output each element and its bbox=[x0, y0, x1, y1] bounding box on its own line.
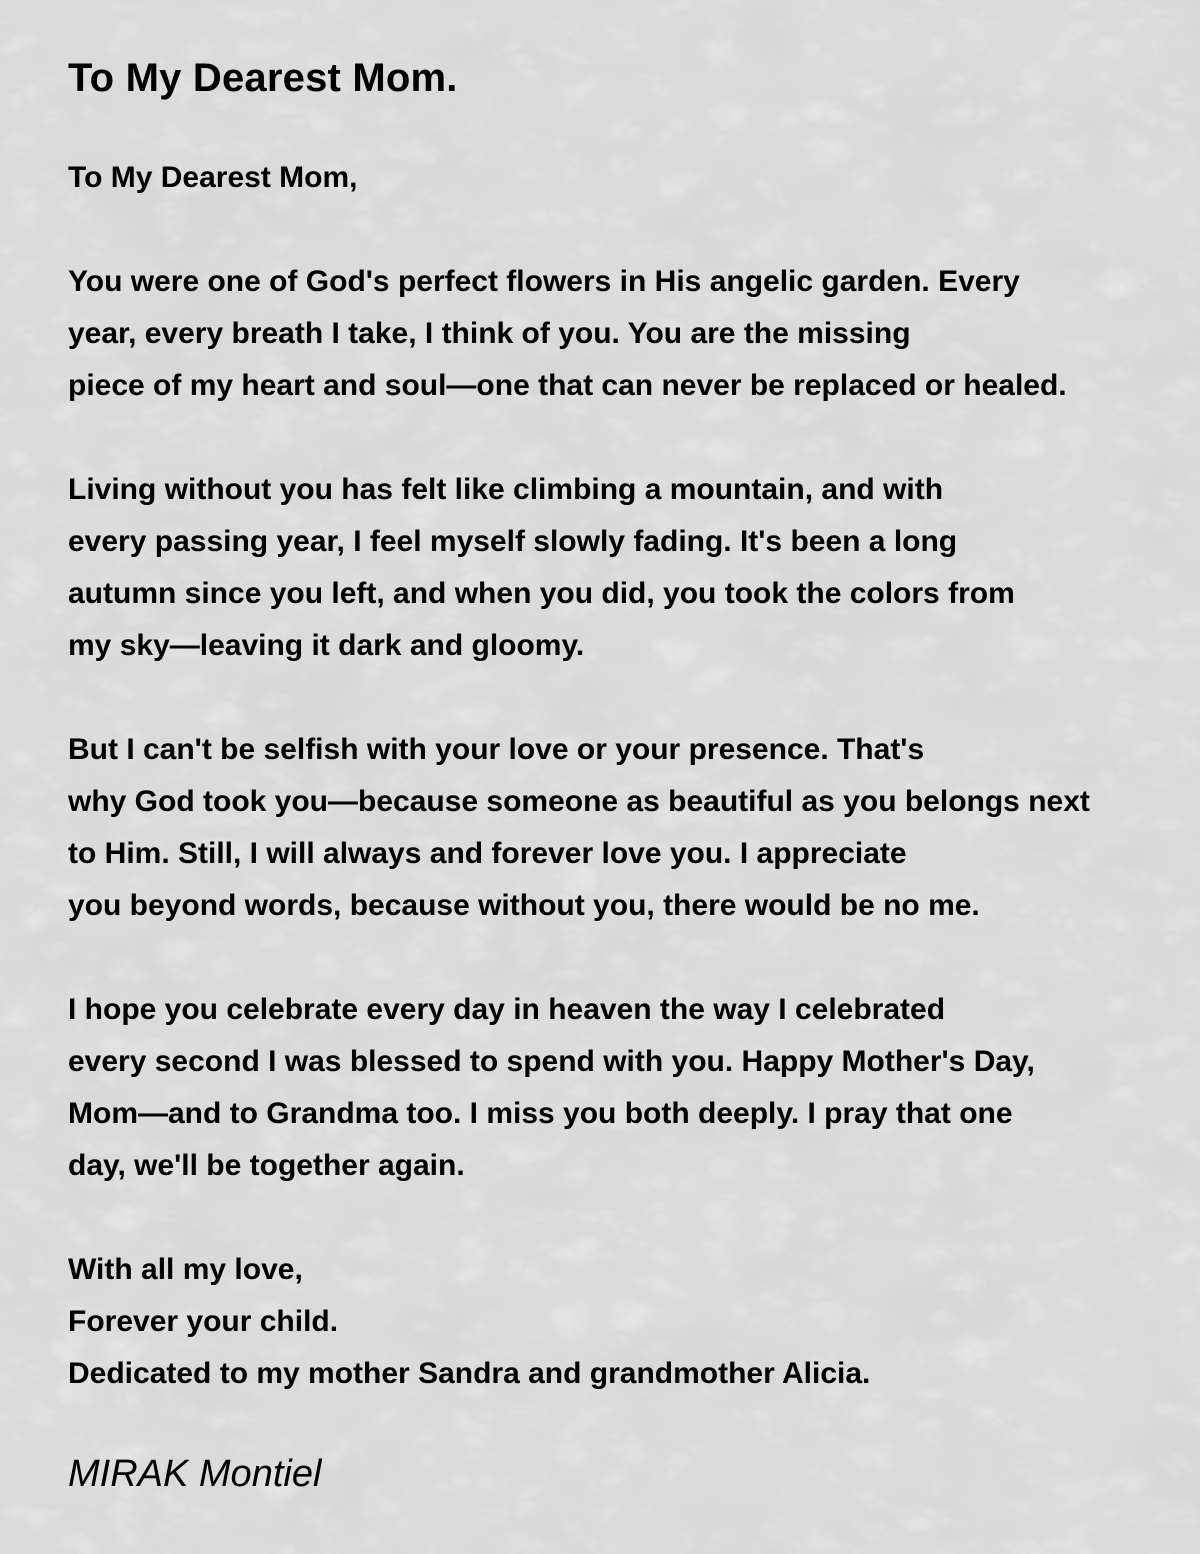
stanza-break bbox=[68, 932, 1188, 984]
poem-line: piece of my heart and soul—one that can never be replaced or healed. bbox=[68, 369, 1067, 402]
poem-line: day, we'll be together again. bbox=[68, 1149, 465, 1182]
poem-line: to Him. Still, I will always and forever love you. I appreciate bbox=[68, 837, 907, 870]
poem-line: Dedicated to my mother Sandra and grandmother Alicia. bbox=[68, 1357, 871, 1390]
poem-line: I hope you celebrate every day in heaven the way I celebrated bbox=[68, 993, 946, 1026]
poem-line: You were one of God's perfect flowers in His angelic garden. Every bbox=[68, 265, 1020, 298]
stanza-break bbox=[68, 672, 1188, 724]
poem-line: autumn since you left, and when you did, you took the colors from bbox=[68, 577, 1015, 610]
poem-title: To My Dearest Mom. bbox=[68, 56, 458, 100]
poem-line: my sky—leaving it dark and gloomy. bbox=[68, 629, 585, 662]
poem-line: you beyond words, because without you, there would be no me. bbox=[68, 889, 980, 922]
stanza-break bbox=[68, 412, 1188, 464]
poem-body bbox=[68, 152, 1188, 1400]
poem-line: But I can't be selfish with your love or your presence. That's bbox=[68, 733, 925, 766]
stanza-break bbox=[68, 1192, 1188, 1244]
author-name: MIRAK Montiel bbox=[68, 1453, 322, 1495]
stanza-break bbox=[68, 204, 1188, 256]
poem-line: every passing year, I feel myself slowly fading. It's been a long bbox=[68, 525, 958, 558]
poem-line: Living without you has felt like climbing a mountain, and with bbox=[68, 473, 944, 506]
poem-container bbox=[68, 50, 1188, 1400]
poem-line: With all my love, bbox=[68, 1253, 303, 1286]
poem-line: why God took you—because someone as beautiful as you belongs next bbox=[68, 785, 1090, 818]
poem-line: To My Dearest Mom, bbox=[68, 161, 358, 194]
poem-line: every second I was blessed to spend with you. Happy Mother's Day, bbox=[68, 1045, 1035, 1078]
poem-line: year, every breath I take, I think of you. You are the missing bbox=[68, 317, 911, 350]
poem-line: Mom—and to Grandma too. I miss you both deeply. I pray that one bbox=[68, 1097, 1013, 1130]
poem-line: Forever your child. bbox=[68, 1305, 339, 1338]
